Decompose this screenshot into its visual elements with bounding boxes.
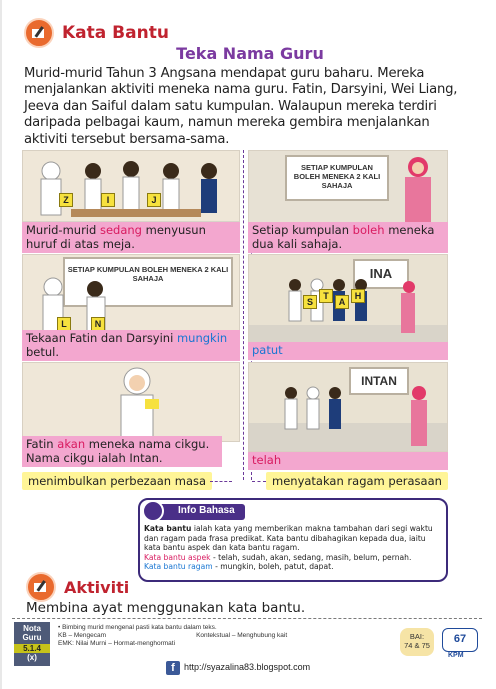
label-time-difference: menimbulkan perbezaan masa: [22, 472, 212, 490]
whiteboard: INTAN: [349, 367, 409, 395]
caption-p2: Setiap kumpulan boleh meneka dua kali sahaja.: [248, 222, 448, 253]
letter-card: A: [335, 295, 349, 309]
student-illustration: [107, 365, 167, 441]
teacher-illustration: [395, 155, 441, 229]
pencil-book-icon: [26, 572, 56, 602]
letter-card: T: [319, 289, 333, 303]
students-illustration: [37, 275, 127, 335]
students-illustration: [31, 157, 231, 227]
panel-teacher-name: [248, 362, 448, 452]
panel-fatin-guessing: [22, 362, 240, 442]
caption-p4: [248, 342, 448, 360]
arrow-right: [252, 481, 266, 482]
whiteboard: INA: [353, 259, 409, 289]
aktiviti-title: Aktiviti: [64, 577, 130, 597]
caption-p1: Murid-murid sedang menyusun huruf di atas meja.: [22, 222, 240, 253]
info-bahasa-tab: Info Bahasa: [150, 504, 245, 520]
bulb-icon: [142, 500, 164, 522]
arrow-left: [210, 481, 232, 482]
keyword: telah: [252, 453, 282, 467]
keyword: akan: [57, 437, 86, 451]
whiteboard: SETIAP KUMPULAN BOLEH MENEKA 2 KALI SAHAJA: [63, 257, 233, 307]
story-title: Teka Nama Guru: [176, 44, 324, 63]
page-number: 67: [442, 628, 478, 652]
letter-card: N: [91, 317, 105, 331]
letter-card: Z: [59, 193, 73, 207]
letter-card: J: [147, 193, 161, 207]
whiteboard: SETIAP KUMPULAN BOLEH MENEKA 2 KALI SAHAJA: [285, 155, 389, 201]
facebook-icon[interactable]: f: [166, 661, 180, 675]
keyword: boleh: [352, 223, 385, 237]
students-illustration: [279, 383, 439, 449]
label-mood-expression: menyatakan ragam perasaan: [266, 472, 448, 490]
footer-divider: [12, 618, 482, 619]
teacher-notes: • Bimbing murid mengenal pasti kata bantu dalam teks. KB – Mengecam Kontekstual – Menghubung kait EMK: Nilai Murni – Hormat-menghormati: [58, 624, 288, 648]
letter-card: H: [351, 289, 365, 303]
keyword: sedang: [99, 223, 142, 237]
keyword: mungkin: [176, 331, 228, 345]
bai-badge: BAI: 74 & 75: [400, 628, 434, 656]
caption-p6: [248, 452, 448, 470]
keyword: patut: [252, 343, 283, 357]
letter-card: S: [303, 295, 317, 309]
intro-paragraph: Murid-murid Tahun 3 Angsana mendapat guru baharu. Mereka menjalankan aktiviti meneka nama guru. Fatin, Darsyini, Wei Liang, Jeeva dan Saiful dalam satu kumpulan. Walaupun mereka terdiri daripada pelbagai kaum, namun mereka gembira menjalankan aktiviti tersebut bersama-sama.: [24, 66, 458, 147]
kpm-logo: KPM: [448, 652, 464, 659]
timeline-divider: [243, 150, 244, 480]
info-text: Kata bantu ialah kata yang memberikan makna tambahan dari segi waktu dan ragam pada frasa predikat. Kata bantu dibahagikan kepada dua, iaitu kata bantu aspek dan kata bantu ragam. Kata bantu aspek - telah, sudah, akan, sedang, masih, belum, pernah. Kata bantu ragam - mungkin, boleh, patut, dapat.: [144, 524, 433, 572]
blog-link[interactable]: http://syazalina83.blogspot.com: [184, 662, 311, 672]
section-title: Kata Bantu: [62, 23, 169, 43]
aktiviti-description: Membina ayat menggunakan kata bantu.: [26, 600, 306, 616]
caption-p5: Fatin akan meneka nama cikgu. Nama cikgu ialah Intan.: [22, 436, 222, 467]
letter-card: I: [101, 193, 115, 207]
caption-p3: Tekaan Fatin dan Darsyini mungkin betul.: [22, 330, 240, 361]
aktiviti-header: [26, 572, 129, 602]
letter-card: L: [57, 317, 71, 331]
nota-guru-badge: Nota Guru 5.1.4 (x): [14, 622, 50, 666]
panel-students-at-board: [248, 254, 448, 356]
